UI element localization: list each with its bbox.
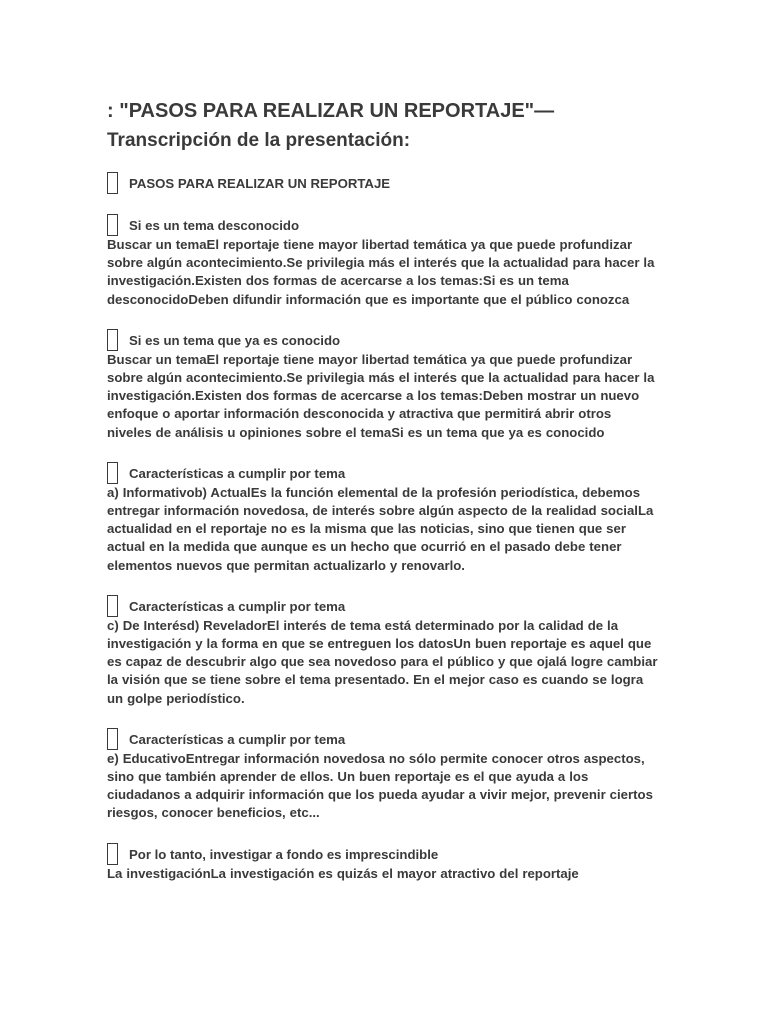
empty-box-icon [107, 728, 118, 750]
slide-section [107, 593, 659, 708]
empty-box-icon [107, 462, 118, 484]
slide-heading: PASOS PARA REALIZAR UN REPORTAJE [129, 176, 391, 191]
slide-body: c) De Interésd) ReveladorEl interés de tema está determinado por la calidad de la investigación y la forma en que se entreguen los datosUn buen reportaje es aquel que es capaz de descubrir algo que sea novedoso para el público y que ojalá logre cambiar la visión que se tiene sobre el tema presentado. En el mejor caso es cuando se logra un golpe periodístico. [107, 617, 658, 706]
slide-section [107, 841, 659, 883]
slide-section [107, 327, 659, 442]
slide-header [107, 726, 659, 750]
slide-heading: Si es un tema que ya es conocido [129, 332, 341, 348]
empty-box-icon [107, 214, 118, 236]
slide-heading: Características a cumplir por tema [129, 731, 346, 747]
empty-box-icon [107, 843, 118, 865]
slide-body: a) Informativob) ActualEs la función elemental de la profesión periodística, debemos entregar información novedosa, de interés sobre algún aspecto de la realidad socialLa actualidad en el reportaje no es la misma que las noticias, sino que tienen que ser actual en la medida que aunque es un hecho que ocurrió en el pasado debe tener elementos nuevos que permitan actualizarlo y renovarlo. [107, 484, 654, 573]
slide-body: e) EducativoEntregar información novedosa no sólo permite conocer otros aspectos, sino que también aprender de ellos. Un buen reportaje es el que ayuda a los ciudadanos a adquirir información que los pueda ayudar a vivir mejor, prevenir ciertos riesgos, conocer beneficios, etc... [107, 750, 653, 821]
page-subtitle: Transcripción de la presentación: [107, 130, 411, 151]
slide-header [107, 460, 659, 484]
slide-section [107, 170, 659, 194]
slide-section [107, 212, 659, 309]
empty-box-icon [107, 595, 118, 617]
empty-box-icon [107, 329, 118, 351]
slide-header [107, 841, 659, 865]
document-page [107, 96, 659, 901]
slide-header [107, 593, 659, 617]
slide-heading: Si es un tema desconocido [129, 218, 300, 233]
slide-heading: Características a cumplir por tema [129, 465, 346, 481]
slide-header [107, 170, 659, 194]
slide-header [107, 212, 659, 236]
slide-body: Buscar un temaEl reportaje tiene mayor libertad temática ya que puede profundizar sobre algún acontecimiento.Se privilegia más el interés que la actualidad para hacer la investigación.Existen dos formas de acercarse a los temas:Deben mostrar un nuevo enfoque o aportar información desconocida y atractiva que permitirá abrir otros niveles de análisis u opiniones sobre el temaSi es un tema que ya es conocido [107, 351, 655, 440]
slide-body: La investigaciónLa investigación es quizás el mayor atractivo del reportaje [107, 865, 579, 881]
slide-heading: Por lo tanto, investigar a fondo es imprescindible [129, 846, 439, 862]
slide-body: Buscar un temaEl reportaje tiene mayor libertad temática ya que puede profundizar sobre algún acontecimiento.Se privilegia más el interés que la actualidad para hacer la investigación.Existen dos formas de acercarse a los temas:Si es un tema desconocidoDeben difundir información que es importante que el público conozca [107, 237, 655, 307]
slide-header [107, 327, 659, 351]
slide-section [107, 726, 659, 823]
slide-heading: Características a cumplir por tema [129, 598, 346, 614]
slide-section [107, 460, 659, 575]
empty-box-icon [107, 172, 118, 194]
page-title: : "PASOS PARA REALIZAR UN REPORTAJE"— [107, 100, 555, 122]
